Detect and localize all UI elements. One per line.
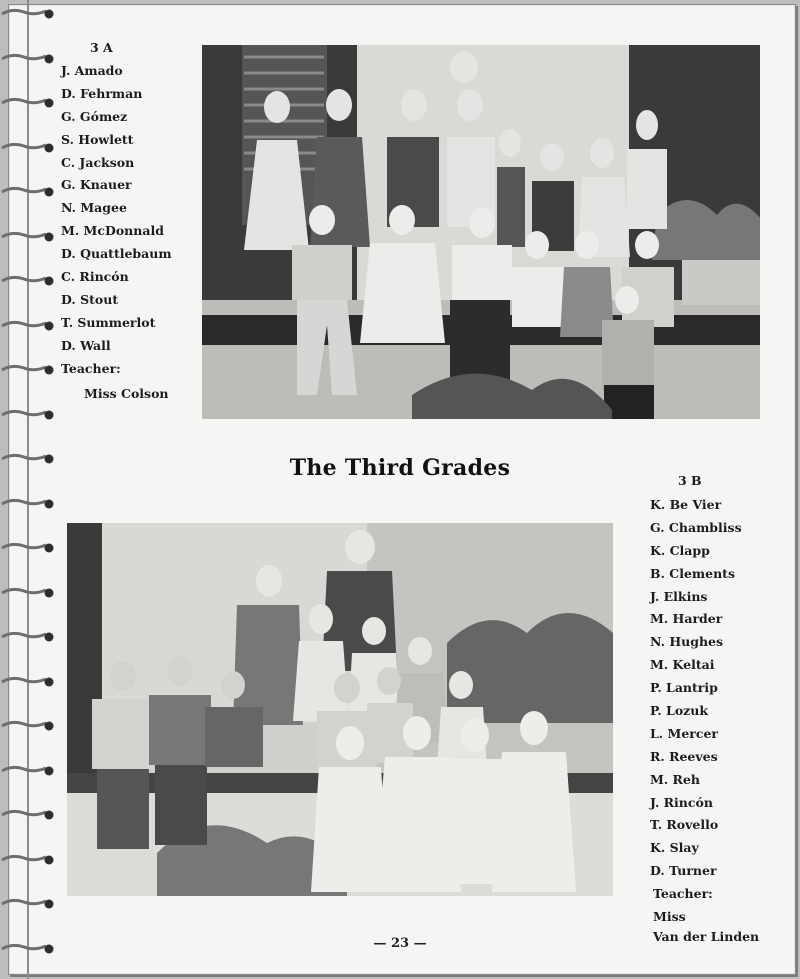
class-3b-teacher-name-line2: Van der Linden — [653, 929, 760, 944]
spiral-ring — [0, 854, 58, 866]
student-name: T. Summerlot — [61, 314, 156, 330]
spiral-ring — [0, 364, 58, 376]
student-name: G. Gómez — [61, 108, 128, 124]
class-3b-roster — [650, 494, 742, 906]
spiral-ring — [0, 631, 58, 643]
student-name: M. Reh — [650, 771, 700, 787]
teacher-label: Teacher: — [61, 360, 121, 376]
spiral-ring — [0, 231, 58, 243]
page-number: — 23 — — [373, 936, 427, 951]
class-3b-label: 3 B — [678, 473, 702, 488]
spiral-ring — [0, 320, 58, 332]
class-3b-photo — [67, 523, 613, 896]
student-name: L. Mercer — [650, 725, 719, 741]
student-name: J. Elkins — [650, 588, 708, 604]
student-name: G. Knauer — [61, 177, 132, 193]
student-name: M. Keltai — [650, 657, 715, 673]
spiral-ring — [0, 498, 58, 510]
spiral-ring — [0, 53, 58, 65]
spiral-ring — [0, 676, 58, 688]
student-name: S. Howlett — [61, 131, 134, 147]
student-name: R. Reeves — [650, 748, 718, 764]
student-name: K. Slay — [650, 840, 699, 856]
page-title: The Third Grades — [289, 455, 511, 481]
class-3a-teacher-name: Miss Colson — [84, 386, 169, 401]
student-name: K. Be Vier — [650, 497, 722, 512]
student-name: D. Wall — [61, 337, 111, 353]
student-name: B. Clements — [650, 565, 735, 581]
student-name: D. Fehrman — [61, 85, 143, 101]
student-name: T. Rovello — [650, 817, 719, 833]
spiral-ring — [0, 142, 58, 154]
class-3b-teacher-name-line1: Miss — [653, 909, 686, 924]
student-name: C. Rincón — [61, 269, 129, 285]
student-name: J. Rincón — [650, 794, 713, 810]
spiral-ring — [0, 943, 58, 955]
spiral-ring — [0, 809, 58, 821]
student-name: C. Jackson — [61, 154, 135, 170]
class-3a-photo — [202, 45, 760, 419]
student-name: M. Harder — [650, 611, 723, 627]
spiral-ring — [0, 275, 58, 287]
spiral-ring — [0, 186, 58, 198]
spiral-ring — [0, 765, 58, 777]
class-3a-roster — [61, 60, 172, 380]
student-name: K. Clapp — [650, 542, 710, 558]
student-name: P. Lozuk — [650, 703, 709, 719]
spiral-ring — [0, 453, 58, 465]
spiral-ring — [0, 720, 58, 732]
student-name: D. Quattlebaum — [61, 246, 172, 262]
spiral-ring — [0, 97, 58, 109]
spiral-ring — [0, 542, 58, 554]
spiral-ring — [0, 409, 58, 421]
teacher-label: Teacher: — [653, 886, 713, 902]
student-name: M. McDonnald — [61, 223, 164, 239]
student-name: N. Magee — [61, 200, 127, 216]
student-name: J. Amado — [61, 63, 123, 78]
spiral-ring — [0, 587, 58, 599]
spiral-ring — [0, 898, 58, 910]
student-name: G. Chambliss — [650, 519, 742, 535]
student-name: D. Stout — [61, 291, 119, 307]
spiral-ring — [0, 8, 58, 20]
class-3a-label: 3 A — [90, 40, 113, 55]
student-name: N. Hughes — [650, 634, 724, 650]
student-name: P. Lantrip — [650, 680, 718, 696]
student-name: D. Turner — [650, 863, 717, 879]
